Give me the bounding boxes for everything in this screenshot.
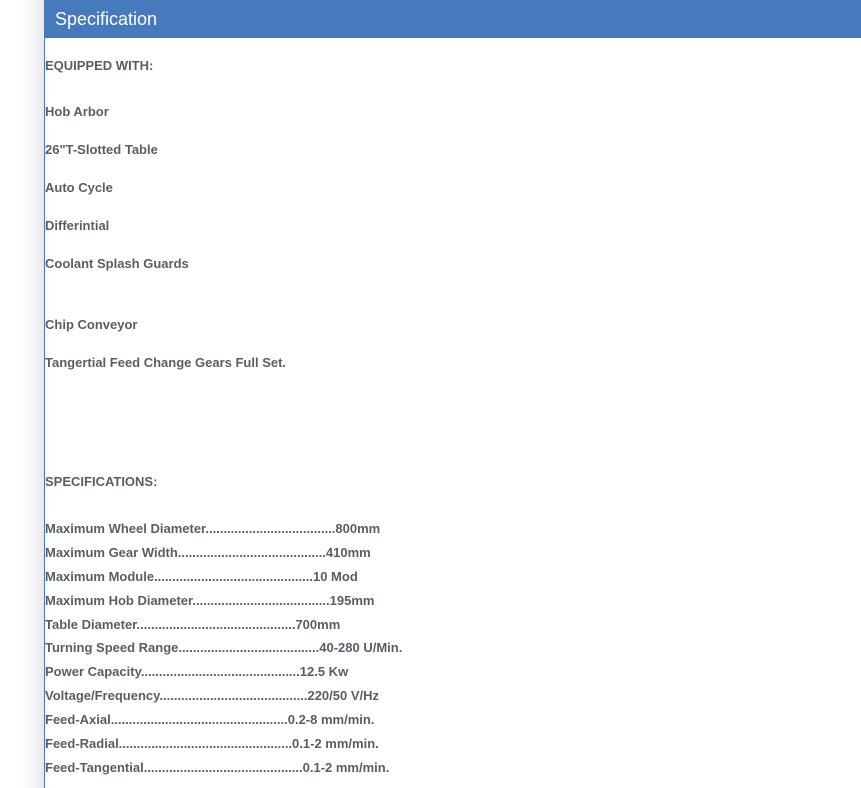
spec-row: Maximum Gear Width.........................................410mm xyxy=(45,545,371,560)
equipped-item: Coolant Splash Guards xyxy=(45,256,189,271)
equipped-item: Differintial xyxy=(45,218,110,233)
spec-row: Feed-Axial.................................................0.2-8 mm/min. xyxy=(45,712,375,727)
spec-row: Power Capacity............................................12.5 Kw xyxy=(45,664,349,679)
panel-title: Specification xyxy=(55,9,158,29)
spec-row: Table Diameter............................................700mm xyxy=(45,617,341,632)
equipped-item: Tangertial Feed Change Gears Full Set. xyxy=(45,355,287,370)
spec-row: Maximum Wheel Diameter....................................800mm xyxy=(45,521,381,536)
specification-panel xyxy=(44,0,861,788)
spec-row: Feed-Tangential............................................0.1-2 mm/min. xyxy=(45,760,390,775)
spec-row: Maximum Module............................................10 Mod xyxy=(45,569,358,584)
specifications-heading: SPECIFICATIONS: xyxy=(45,474,158,489)
equipped-item: Hob Arbor xyxy=(45,104,109,119)
equipped-item: Auto Cycle xyxy=(45,180,113,195)
equipped-heading: EQUIPPED WITH: xyxy=(45,58,154,73)
equipped-item: 26"T-Slotted Table xyxy=(45,142,158,157)
page-left-gutter xyxy=(0,0,44,788)
spec-row: Voltage/Frequency.........................................220/50 V/Hz xyxy=(45,688,380,703)
spec-row: Turning Speed Range.......................................40-280 U/Min. xyxy=(45,640,403,655)
spec-row: Feed-Radial................................................0.1-2 mm/min. xyxy=(45,736,379,751)
spec-row: Maximum Hob Diameter......................................195mm xyxy=(45,593,375,608)
equipped-item: Chip Conveyor xyxy=(45,317,138,332)
panel-header xyxy=(45,0,861,38)
